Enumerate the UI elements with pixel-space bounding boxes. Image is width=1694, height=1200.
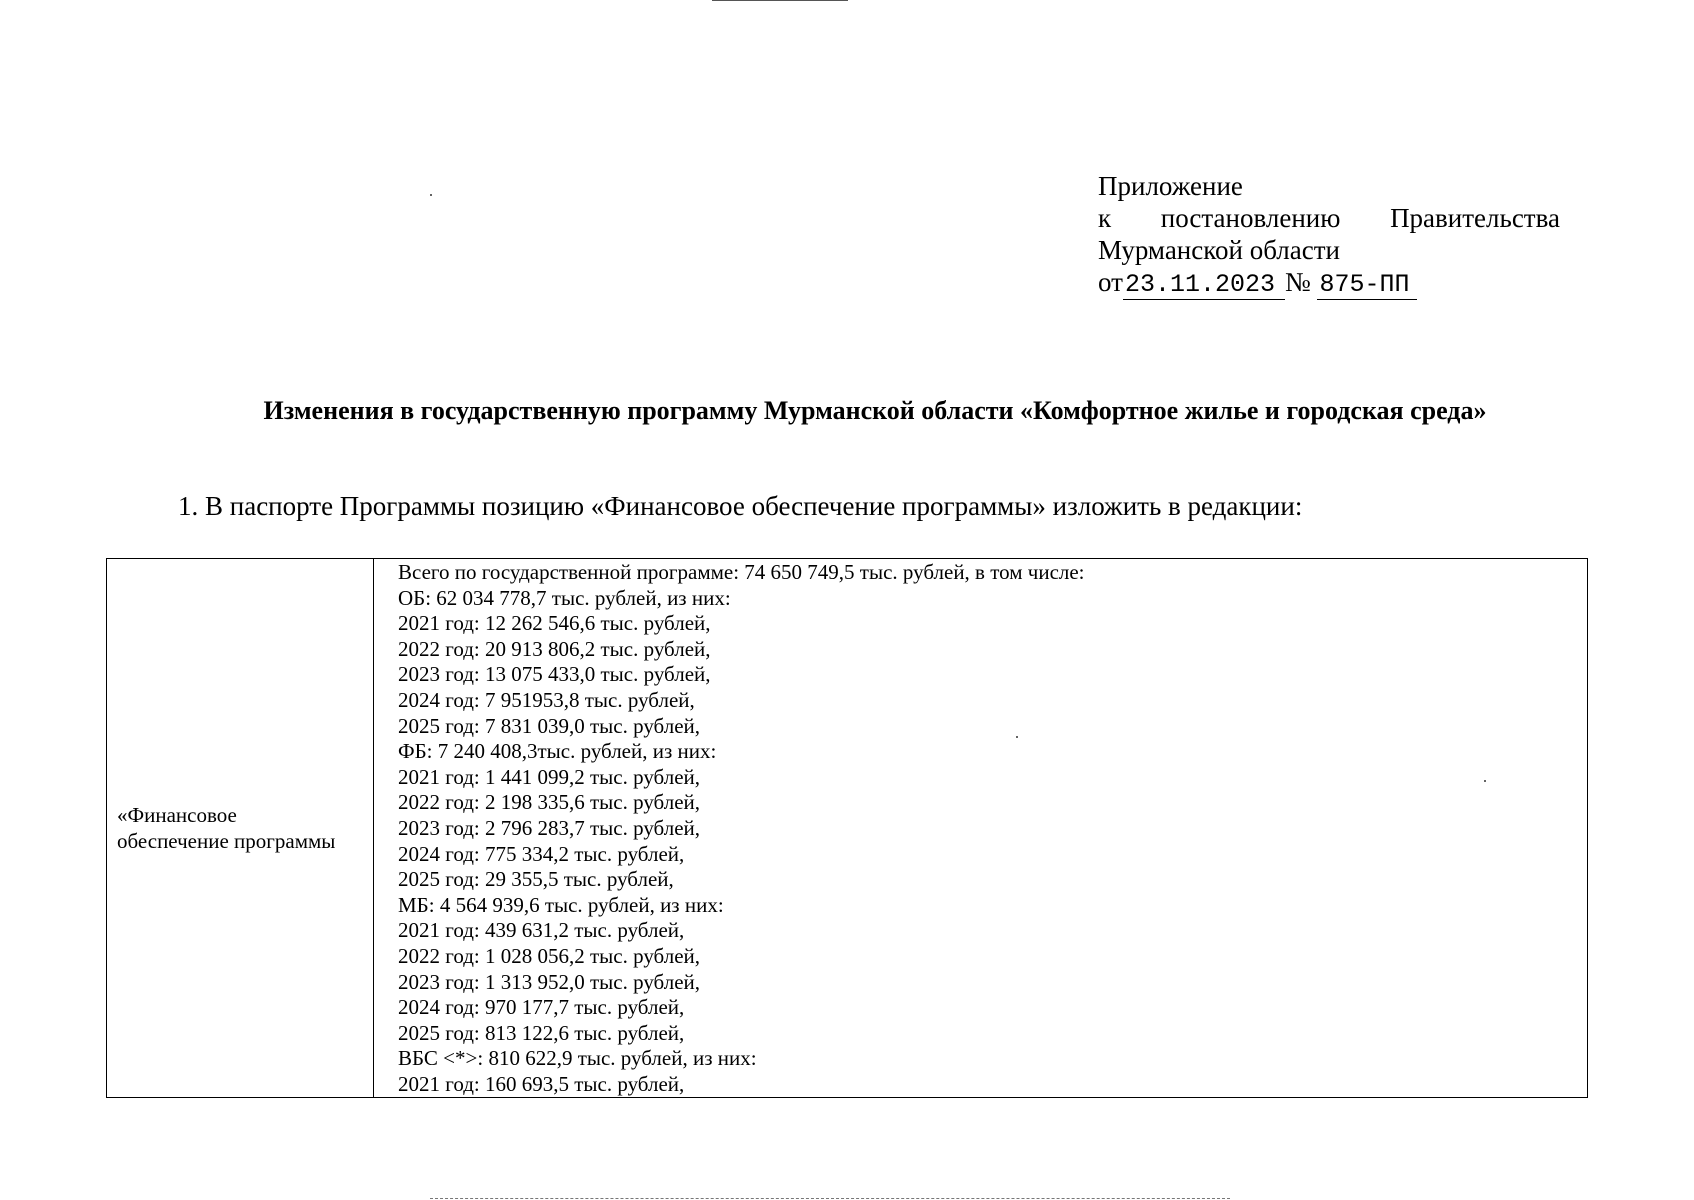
table-row: ОБ: 62 034 778,7 тыс. рублей, из них:: [398, 585, 731, 610]
table-row: 2023 год: 1 313 952,0 тыс. рублей,: [398, 969, 701, 994]
table-label-line-1: «Финансовое: [117, 803, 237, 827]
table-row: 2025 год: 7 831 039,0 тыс. рублей,: [398, 713, 701, 738]
table-row: 2024 год: 970 177,7 тыс. рублей,: [398, 995, 685, 1020]
scan-speck: [430, 194, 432, 196]
table-row: 2022 год: 20 913 806,2 тыс. рублей,: [398, 636, 711, 661]
paragraph-1: 1. В паспорте Программы позицию «Финансовое обеспечение программы» изложить в редакции:: [178, 491, 1303, 521]
appendix-line-3: Мурманской области: [1098, 235, 1340, 265]
table-row: 2021 год: 12 262 546,6 тыс. рублей,: [398, 611, 711, 636]
appendix-word: постановлению: [1160, 203, 1341, 233]
table-row: 2023 год: 2 796 283,7 тыс. рублей,: [398, 815, 701, 840]
decree-date: 23.11.2023: [1123, 271, 1285, 300]
table-row: ФБ: 7 240 408,3тыс. рублей, из них:: [398, 739, 717, 764]
appendix-line-4: [1098, 266, 1560, 300]
table-row: МБ: 4 564 939,6 тыс. рублей, из них:: [398, 892, 724, 917]
table-row: 2022 год: 1 028 056,2 тыс. рублей,: [398, 943, 701, 968]
appendix-header: [1098, 170, 1560, 300]
scan-artifact-top: [712, 0, 848, 2]
table-row: 2023 год: 13 075 433,0 тыс. рублей,: [398, 662, 711, 687]
table-row: 2024 год: 7 951953,8 тыс. рублей,: [398, 687, 695, 712]
table-row: 2024 год: 775 334,2 тыс. рублей,: [398, 841, 685, 866]
appendix-word: Правительства: [1390, 203, 1560, 233]
table-label-cell: [107, 559, 374, 1097]
decree-number: 875-ПП: [1317, 271, 1417, 300]
table-row: 2021 год: 1 441 099,2 тыс. рублей,: [398, 764, 701, 789]
appendix-line-2: [1098, 202, 1560, 234]
appendix-word: к: [1098, 203, 1112, 233]
table-row: ВБС <*>: 810 622,9 тыс. рублей, из них:: [398, 1046, 757, 1071]
table-row: 2021 год: 160 693,5 тыс. рублей,: [398, 1071, 685, 1096]
table-value-cell: [374, 559, 1587, 1097]
table-row: 2022 год: 2 198 335,6 тыс. рублей,: [398, 790, 701, 815]
financing-table: [106, 558, 1588, 1098]
table-row: Всего по государственной программе: 74 650 749,5 тыс. рублей, в том числе:: [398, 560, 1085, 584]
number-sign: №: [1284, 267, 1311, 297]
table-label-line-2: обеспечение программы: [117, 829, 336, 853]
document-title: Изменения в государственную программу Мурманской области «Комфортное жилье и городская среда»: [263, 396, 1487, 425]
table-row: 2021 год: 439 631,2 тыс. рублей,: [398, 918, 685, 943]
appendix-line-1: Приложение: [1098, 171, 1243, 201]
table-row: 2025 год: 813 122,6 тыс. рублей,: [398, 1020, 685, 1045]
appendix-from-label: от: [1098, 267, 1123, 297]
table-row: 2025 год: 29 355,5 тыс. рублей,: [398, 867, 674, 892]
